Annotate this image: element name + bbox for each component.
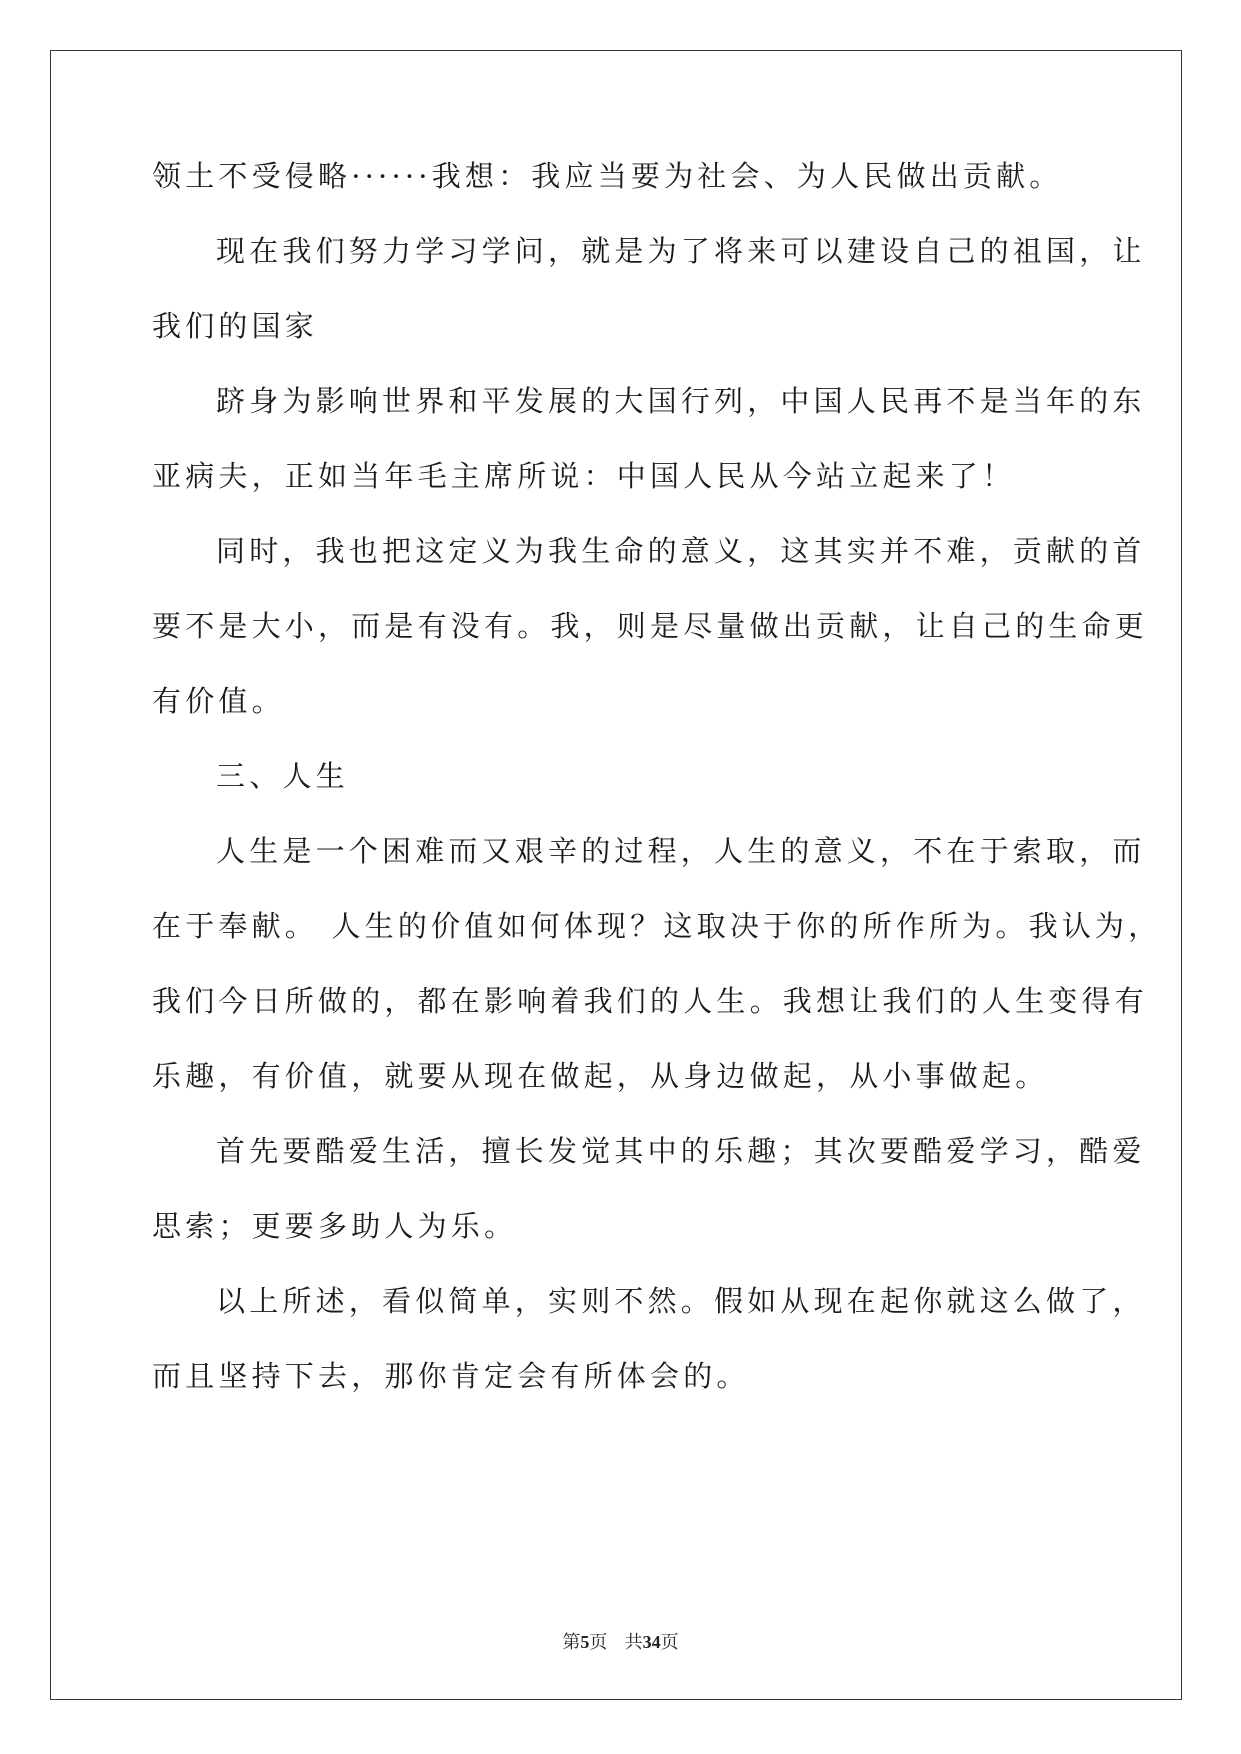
- page-suffix: 页: [589, 1632, 608, 1653]
- paragraph-start-line: 现在我们努力学习学问，就是为了将来可以建设自己的祖国，让: [216, 234, 1146, 268]
- total-pages: 34: [642, 1632, 661, 1652]
- text-line: 思索；更要多助人为乐。: [152, 1209, 518, 1243]
- text-line: 亚病夫，正如当年毛主席所说：中国人民从今站立起来了！: [152, 459, 1016, 493]
- paragraph-start-line: 首先要酷爱生活，擅长发觉其中的乐趣；其次要酷爱学习，酷爱: [216, 1134, 1146, 1168]
- text-line: 而且坚持下去，那你肯定会有所体会的。: [152, 1359, 750, 1393]
- paragraph-start-line: 以上所述，看似简单，实则不然。假如从现在起你就这么做了，: [216, 1284, 1146, 1318]
- total-suffix: 页: [660, 1632, 679, 1653]
- page-border: [50, 50, 1182, 1700]
- total-prefix: 共: [624, 1632, 643, 1653]
- text-line: 我们的国家: [152, 309, 319, 343]
- page-footer: [0, 1628, 1241, 1654]
- text-line: 乐趣，有价值，就要从现在做起，从身边做起，从小事做起。: [152, 1059, 1049, 1093]
- text-line: 有价值。: [152, 684, 285, 718]
- page-prefix: 第: [562, 1632, 581, 1653]
- page-number: 5: [580, 1632, 590, 1652]
- text-line: 领土不受侵略······我想：我应当要为社会、为人民做出贡献。: [152, 159, 1063, 193]
- paragraph-start-line: 同时，我也把这定义为我生命的意义，这其实并不难，贡献的首: [216, 534, 1146, 568]
- text-line: 我们今日所做的，都在影响着我们的人生。我想让我们的人生变得有: [152, 984, 1149, 1018]
- text-line: 在于奉献。 人生的价值如何体现？这取决于你的所作所为。我认为，: [152, 909, 1162, 943]
- text-line: 要不是大小，而是有没有。我，则是尽量做出贡献，让自己的生命更: [152, 609, 1149, 643]
- paragraph-start-line: 人生是一个困难而又艰辛的过程，人生的意义，不在于索取，而: [216, 834, 1146, 868]
- paragraph-start-line: 跻身为影响世界和平发展的大国行列，中国人民再不是当年的东: [216, 384, 1146, 418]
- section-heading: 三、人生: [216, 759, 349, 793]
